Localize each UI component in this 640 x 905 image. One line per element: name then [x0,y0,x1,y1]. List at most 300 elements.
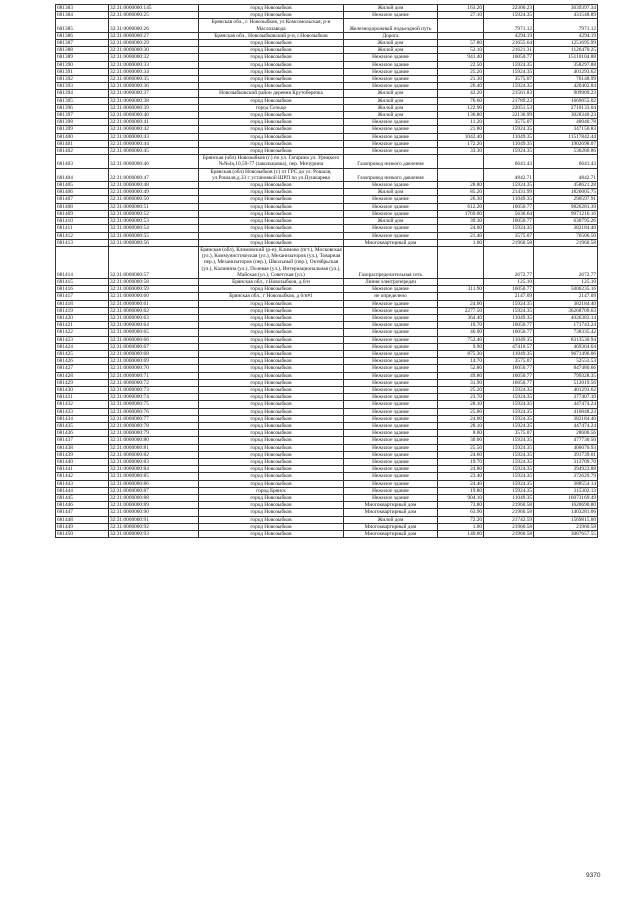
table-row [56,516,598,523]
specific-value-cell: 15924.35 [484,480,534,487]
object-type-cell: Нежилое здание [344,210,438,217]
row-number-cell: 681399 [56,126,109,133]
table-row [56,47,598,54]
table-row [56,307,598,314]
address-cell: город Новозыбков [199,54,344,61]
cadastral-value-cell: 4294.19 [534,32,598,39]
area-cell: 19.70 [438,459,484,466]
cadastral-value-cell: 52553.53 [534,358,598,365]
address-cell: город Новозыбков [199,473,344,480]
address-cell: город Новозыбков [199,365,344,372]
specific-value-cell: 16050.77 [484,203,534,210]
cadastral-value-cell: 458621.28 [534,182,598,189]
object-type-cell: Нежилое здание [344,415,438,422]
specific-value-cell: 15924.35 [484,408,534,415]
row-number-cell: 681402 [56,148,109,155]
area-cell: 57.80 [438,40,484,47]
cadastral-number-cell: 32:31:0000000:59 [109,286,199,293]
specific-value-cell: 16050.77 [484,54,534,61]
specific-value-cell: 15924.35 [484,451,534,458]
area-cell: 9.90 [438,343,484,350]
specific-value-cell: 21655.64 [484,40,534,47]
table-row [56,97,598,104]
row-number-cell: 681427 [56,365,109,372]
row-number-cell: 681384 [56,12,109,19]
object-type-cell: Нежилое здание [344,322,438,329]
address-cell: город Новозыбков [199,182,344,189]
address-cell: город Новозыбков [199,83,344,90]
table-row [56,322,598,329]
object-type-cell: Нежилое здание [344,358,438,365]
address-cell: город Новозыбков [199,68,344,75]
area-cell: 25.20 [438,68,484,75]
object-type-cell: Нежилое здание [344,372,438,379]
table-row [56,246,598,278]
cadastral-number-cell: 32:31:0000000:44 [109,140,199,147]
area-cell: 42.20 [438,90,484,97]
specific-value-cell: 4294.19 [484,32,534,39]
area-cell: 31.90 [438,379,484,386]
table-row [56,19,598,32]
row-number-cell: 681397 [56,112,109,119]
cadastral-value-cell: 394923.88 [534,466,598,473]
cadastral-value-cell: 382184.40 [534,225,598,232]
table-row [56,54,598,61]
table-row [56,119,598,126]
address-cell: город Новозыбков [199,394,344,401]
address-cell: город Новозыбков [199,386,344,393]
cadastral-number-cell: 32:31:0000000:80 [109,437,199,444]
area-cell: 52.80 [438,365,484,372]
area-cell: 24.80 [438,466,484,473]
cadastral-value-cell: 512019.56 [534,379,598,386]
row-number-cell: 681439 [56,451,109,458]
object-type-cell: Нежилое здание [344,12,438,19]
cadastral-number-cell: 32:31:0000000:86 [109,480,199,487]
address-cell: город Новозыбков [199,459,344,466]
cadastral-value-cell: 420402.84 [534,83,598,90]
object-type-cell: Нежилое здание [344,314,438,321]
address-cell: Брянская обл., Новозыбковский р-н, г.Новозыбков [199,32,344,39]
object-type-cell: Жилой дом [344,104,438,111]
area-cell: 2277.50 [438,307,484,314]
row-number-cell: 681388 [56,47,109,54]
cadastral-number-cell: 32:31:0000000:34 [109,68,199,75]
row-number-cell: 681435 [56,422,109,429]
row-number-cell: 681440 [56,459,109,466]
object-type-cell: Нежилое здание [344,386,438,393]
cadastral-value-cell: 909909.23 [534,90,598,97]
row-number-cell: 681438 [56,444,109,451]
row-number-cell: 681432 [56,401,109,408]
row-number-cell: 681421 [56,322,109,329]
specific-value-cell: 11049.35 [484,314,534,321]
table-row [56,239,598,246]
specific-value-cell: 15924.35 [484,394,534,401]
table-row [56,480,598,487]
table-row [56,350,598,357]
row-number-cell: 681398 [56,119,109,126]
object-type-cell: Нежилое здание [344,394,438,401]
cadastral-number-cell: 32:31:0000000:49 [109,189,199,196]
address-cell: город Новозыбков [199,415,344,422]
row-number-cell: 681445 [56,495,109,502]
specific-value-cell: 22136.99 [484,112,534,119]
specific-value-cell: 15924.35 [484,300,534,307]
cadastral-value-cell: 431548.89 [534,12,598,19]
area-cell: 25.50 [438,444,484,451]
address-cell: город Новозыбков [199,329,344,336]
row-number-cell: 681410 [56,218,109,225]
cadastral-number-cell: 32:31:0000000:45 [109,148,199,155]
cadastral-number-cell: 32:31:0000000:78 [109,422,199,429]
cadastral-number-cell: 32:31:0000000:84 [109,466,199,473]
object-type-cell: Нежилое здание [344,133,438,140]
row-number-cell: 681426 [56,358,109,365]
row-number-cell: 681383 [56,5,109,12]
row-number-cell: 681401 [56,140,109,147]
specific-value-cell: 15924.35 [484,437,534,444]
object-type-cell: Жилой дом [344,189,438,196]
object-type-cell: Нежилое здание [344,232,438,239]
table-row [56,415,598,422]
specific-value-cell: 15924.35 [484,225,534,232]
table-row [56,394,598,401]
address-cell: Брянская (обл), Климовский (р-н), Климово (пгт.), Московская (ул.), Коммунистическая (ул.), Механизаторов (ул.), Товарная пер.), Механизаторов (пер.), Школьный (пер.), Октябрьская (ул.), Калинина (ул.), Полевая (ул.), Интернациональная (ул.), Майская (ул.), Советская (ул.) [200,246,342,278]
cadastral-value-cell: 447474.24 [534,422,598,429]
specific-value-cell: 15924.35 [484,61,534,68]
row-number-cell: 681423 [56,336,109,343]
area-cell: 73.80 [438,502,484,509]
table-row [56,112,598,119]
cadastral-number-cell: 32:31:0000000:30 [109,47,199,54]
cadastral-number-cell: 32:31:0000000:42 [109,126,199,133]
cadastral-value-cell: 3028340.23 [534,112,598,119]
table-row [56,196,598,203]
address-cell: город Брянск [199,487,344,494]
address-cell: город Новозыбков [199,502,344,509]
table-row [56,126,598,133]
row-number-cell: 681436 [56,430,109,437]
object-type-cell: Нежилое здание [344,119,438,126]
address-cell: город Новозыбков [199,119,344,126]
table-row [56,40,598,47]
table-row [56,76,598,83]
area-cell: 28.10 [438,401,484,408]
row-number-cell: 681396 [56,104,109,111]
specific-value-cell: 15924.35 [484,386,534,393]
cadastral-value-cell: 847480.66 [534,365,598,372]
cadastral-number-cell: 32:31:0000000:70 [109,365,199,372]
table-row [56,12,598,19]
row-number-cell: 681412 [56,232,109,239]
cadastral-number-cell: 32:31:0000000:39 [109,104,199,111]
address-cell: город Новозыбков [199,509,344,516]
row-number-cell: 681407 [56,196,109,203]
table-row [56,473,598,480]
object-type-cell: Дорога [344,32,438,39]
specific-value-cell: 15924.35 [484,459,534,466]
object-type-cell: Многоквартирный дом [344,523,438,530]
address-cell: Брянская обл., г. Новозыбков, ул Комсомольская, р-н Маслозавода [199,19,344,32]
row-number-cell: 681422 [56,329,109,336]
specific-value-cell: 16050.77 [484,218,534,225]
cadastral-number-cell: 32:31:0000000:87 [109,487,199,494]
cadastral-value-cell: 16073169.49 [534,495,598,502]
table-row [56,523,598,530]
cadastral-value-cell: 7971.12 [534,19,598,32]
cadastral-value-cell: 2672.77 [534,246,598,278]
address-cell: Новозыбковский район деревня Крутоберезка [199,90,344,97]
object-type-cell: Нежилое здание [344,473,438,480]
area-cell: 24.60 [438,451,484,458]
table-row [56,83,598,90]
specific-value-cell: 11049.35 [484,336,534,343]
specific-value-cell: 21431.99 [484,189,534,196]
area-cell: 752.40 [438,336,484,343]
object-type-cell: Нежилое здание [344,61,438,68]
area-cell: 63.90 [438,509,484,516]
cadastral-value-cell: 315302.13 [534,487,598,494]
address-cell: город Новозыбков [199,218,344,225]
cadastral-number-cell: 32:31:0000000:47 [109,168,199,181]
table-row [56,300,598,307]
address-cell: город Новозыбков [199,12,344,19]
cadastral-number-cell: 32:31:0000000:71 [109,372,199,379]
area-cell: 311.90 [438,286,484,293]
specific-value-cell: 2672.77 [484,246,534,278]
object-type-cell: Нежилое здание [344,459,438,466]
specific-value-cell: 21742.59 [484,516,534,523]
specific-value-cell: 125.10 [484,278,534,285]
object-type-cell: Нежилое здание [344,126,438,133]
area-cell: 25.80 [438,408,484,415]
row-number-cell: 681417 [56,293,109,300]
cadastral-value-cell: 9826281.39 [534,203,598,210]
cadastral-number-cell: 32:31:0000000:50 [109,196,199,203]
row-number-cell: 681403 [56,155,109,168]
cadastral-number-cell: 32:31:0000000:54 [109,225,199,232]
cadastral-number-cell: 32:31:0000000:93 [109,531,199,538]
specific-value-cell: 21960.58 [484,509,534,516]
cadastral-value-cell: 3639397.34 [534,5,598,12]
address-cell: город Новозыбков [199,523,344,530]
cadastral-value-cell: 1126470.25 [534,47,598,54]
cadastral-number-cell: 32:31:0000000:64 [109,322,199,329]
object-type-cell: Нежилое здание [344,444,438,451]
address-cell: город Новозыбков [199,531,344,538]
cadastral-value-cell: 447474.24 [534,401,598,408]
cadastral-number-cell: 32:31:0000000:40 [109,112,199,119]
table-row [56,430,598,437]
specific-value-cell: 2147.09 [484,293,534,300]
address-cell: город Новозыбков [199,239,344,246]
address-cell: город Новозыбков [199,372,344,379]
cadastral-number-cell: 32:31:0000000:36 [109,83,199,90]
object-type-cell: Жилой дом [344,516,438,523]
cadastral-number-cell: 32:31:0000000:76 [109,408,199,415]
object-type-cell: Нежилое здание [344,343,438,350]
row-number-cell: 681386 [56,32,109,39]
object-type-cell: Жилой дом [344,40,438,47]
row-number-cell: 681428 [56,372,109,379]
address-cell: город Новозыбков [199,336,344,343]
specific-value-cell: 11049.35 [484,140,534,147]
cadastral-value-cell: 290597.91 [534,196,598,203]
address-cell: город Новозыбков [199,189,344,196]
cadastral-number-cell: 32:31:0000000:61 [109,300,199,307]
cadastral-number-cell: 32:31:0000000:56 [109,239,199,246]
table-row [56,408,598,415]
cadastral-number-cell: 32:31:0000000:32 [109,54,199,61]
address-cell: город Новозыбков [199,314,344,321]
table-row [56,358,598,365]
row-number-cell: 681449 [56,523,109,530]
cadastral-value-cell: 40040.78 [534,119,598,126]
object-type-cell: Нежилое здание [344,148,438,155]
specific-value-cell: 21960.58 [484,531,534,538]
cadastral-value-cell: 377407.10 [534,394,598,401]
address-cell: город Новозыбков [199,148,344,155]
cadastral-number-cell: 32:31:0000000:74 [109,394,199,401]
cadastral-value-cell: 76506.50 [534,232,598,239]
cadastral-value-cell: 76148.99 [534,76,598,83]
table-row [56,218,598,225]
cadastral-value-cell: 21960.58 [534,523,598,530]
area-cell: 163.20 [438,5,484,12]
cadastral-value-cell: 1669055.02 [534,97,598,104]
cadastral-value-cell: 1620690.80 [534,502,598,509]
address-cell: город Новозыбков [199,451,344,458]
address-cell: Брянская обл., г.Новозыбков, д.6/н [199,278,344,285]
object-type-cell: Жилой дом [344,97,438,104]
object-type-cell: Нежилое здание [344,487,438,494]
table-body [56,5,598,538]
area-cell: 85.20 [438,189,484,196]
cadastral-number-cell: 32:31:0000000:46 [109,155,199,168]
table-row [56,379,598,386]
cadastral-number-cell: 32:31:0000000:91 [109,516,199,523]
row-number-cell: 681446 [56,502,109,509]
specific-value-cell: 15924.35 [484,466,534,473]
row-number-cell: 681419 [56,307,109,314]
address-cell: город Новозыбков [199,210,344,217]
area-cell [438,19,484,32]
object-type-cell: Жилой дом [344,112,438,119]
object-type-cell: Нежилое здание [344,225,438,232]
table-row [56,314,598,321]
object-type-cell: Нежилое здание [344,422,438,429]
cadastral-value-cell: 8313530.94 [534,336,598,343]
row-number-cell: 681392 [56,76,109,83]
row-number-cell: 681429 [56,379,109,386]
address-cell: город Новозыбков [199,286,344,293]
cadastral-value-cell: 388554.14 [534,480,598,487]
cadastral-value-cell: 1403281.06 [534,509,598,516]
object-type-cell: Нежилое здание [344,307,438,314]
object-type-cell: Жилой дом [344,218,438,225]
object-type-cell: Нежилое здание [344,286,438,293]
cadastral-number-cell: 32:31:0000000:29 [109,40,199,47]
address-cell: город Новозыбков [199,225,344,232]
cadastral-value-cell: 530280.86 [534,148,598,155]
address-cell: город Сельцо [199,104,344,111]
cadastral-number-cell: 32:31:0000000:35 [109,76,199,83]
cadastral-number-cell: 32:31:0000000:92 [109,523,199,530]
table-row [56,32,598,39]
address-cell: город Новозыбков [199,358,344,365]
table-row [56,225,598,232]
cadastral-value-cell: 28600.56 [534,430,598,437]
table-row [56,140,598,147]
table-row [56,155,598,168]
area-cell: 1769.00 [438,210,484,217]
row-number-cell: 681389 [56,54,109,61]
specific-value-cell: 21960.58 [484,523,534,530]
area-cell [438,155,484,168]
specific-value-cell: 3575.07 [484,430,534,437]
row-number-cell: 681444 [56,487,109,494]
object-type-cell: Нежилое здание [344,480,438,487]
cadastral-value-cell: 15110104.88 [534,54,598,61]
specific-value-cell: 4842.71 [484,168,534,181]
cadastral-number-cell: 32:31:0000000:37 [109,90,199,97]
row-number-cell: 681385 [56,19,109,32]
cadastral-number-cell: 32:31:0000000:79 [109,430,199,437]
area-cell: 22.50 [438,61,484,68]
specific-value-cell: 11049.35 [484,495,534,502]
object-type-cell: Железнодорожный подъездной путь [344,19,438,32]
row-number-cell: 681411 [56,225,109,232]
cadastral-number-cell: 32:31:0000000:63 [109,314,199,321]
table-row [56,61,598,68]
cadastral-value-cell: 9671496.06 [534,350,598,357]
table-row [56,336,598,343]
specific-value-cell: 21960.58 [484,239,534,246]
address-cell: город Новозыбков [199,350,344,357]
cadastral-value-cell: 2147.09 [534,293,598,300]
row-number-cell: 681430 [56,386,109,393]
row-number-cell: 681405 [56,182,109,189]
object-type-cell: Жилой дом [344,47,438,54]
cadastral-value-cell: 382184.40 [534,300,598,307]
object-type-cell: Нежилое здание [344,203,438,210]
table-row [56,372,598,379]
table-row [56,286,598,293]
table-row [56,5,598,12]
object-type-cell: Нежилое здание [344,68,438,75]
object-type-cell: Нежилое здание [344,336,438,343]
object-type-cell: Нежилое здание [344,140,438,147]
table-row [56,148,598,155]
cadastral-number-cell: 32:31:0000000:68 [109,350,199,357]
object-type-cell: Нежилое здание [344,76,438,83]
address-cell: Брянская (обл) Новозыбков (г.) от ГРС до ул. Рошаля, ул.Рошаля,д.33 с установкой ШРП по ул.Пушкарева [199,168,344,181]
specific-value-cell: 21789.23 [484,97,534,104]
area-cell: 24.00 [438,300,484,307]
cadastral-number-cell: 32:31:0000000:89 [109,502,199,509]
object-type-cell: Нежилое здание [344,329,438,336]
cadastral-value-cell: 36268709.63 [534,307,598,314]
table-row [56,343,598,350]
specific-value-cell: 3575.07 [484,232,534,239]
cadastral-value-cell: 1251695.99 [534,40,598,47]
area-cell: 30.00 [438,437,484,444]
specific-value-cell: 3575.07 [484,76,534,83]
row-number-cell: 681448 [56,516,109,523]
specific-value-cell: 5636.64 [484,210,534,217]
cadastral-number-cell: 32:31:0000000:85 [109,473,199,480]
